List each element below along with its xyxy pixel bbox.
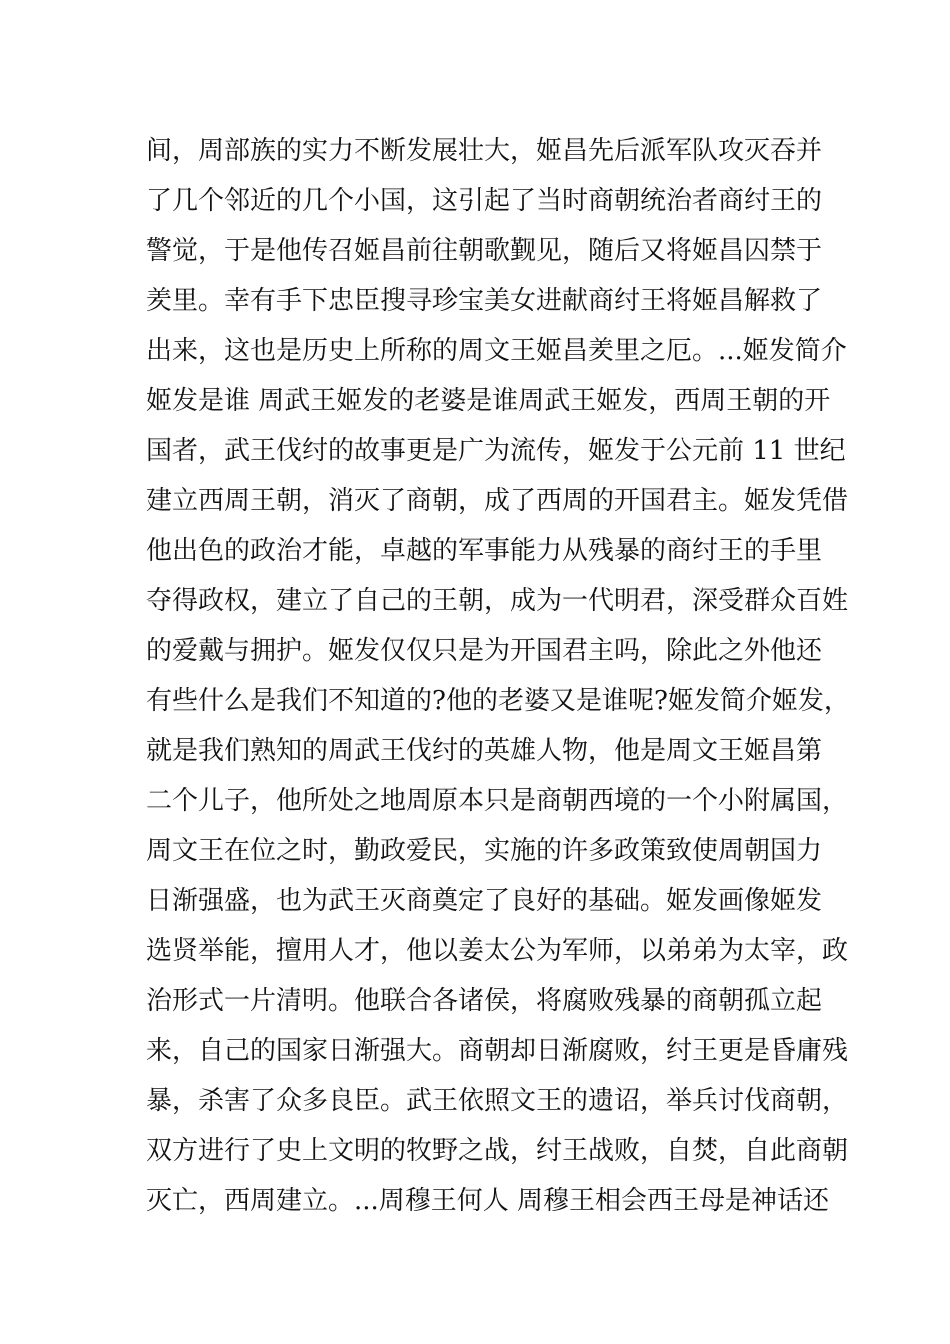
- text-line: 建立西周王朝，消灭了商朝，成了西周的开国君主。姬发凭借: [146, 486, 849, 516]
- text-line: 他出色的政治才能，卓越的军事能力从残暴的商纣王的手里: [146, 536, 823, 566]
- text-line: 暴，杀害了众多良臣。武王依照文王的遗诏，举兵讨伐商朝，: [146, 1086, 849, 1116]
- text-line: 国者，武王伐纣的故事更是广为流传，姬发于公元前 11 世纪: [146, 436, 846, 466]
- text-line: 就是我们熟知的周武王伐纣的英雄人物，他是周文王姬昌第: [146, 736, 823, 766]
- body-text: [146, 126, 850, 1226]
- text-line: 警觉，于是他传召姬昌前往朝歌觐见，随后又将姬昌囚禁于: [146, 236, 823, 266]
- text-line: 出来，这也是历史上所称的周文王姬昌羑里之厄。...姬发简介: [146, 336, 847, 366]
- text-line: 周文王在位之时，勤政爱民，实施的许多政策致使周朝国力: [146, 836, 823, 866]
- text-line: 了几个邻近的几个小国，这引起了当时商朝统治者商纣王的: [146, 186, 823, 216]
- text-line: 日渐强盛，也为武王灭商奠定了良好的基础。姬发画像姬发: [146, 886, 823, 916]
- text-line: 夺得政权，建立了自己的王朝，成为一代明君，深受群众百姓: [146, 586, 849, 616]
- text-line: 来，自己的国家日渐强大。商朝却日渐腐败，纣王更是昏庸残: [146, 1036, 849, 1066]
- text-line: 姬发是谁 周武王姬发的老婆是谁周武王姬发，西周王朝的开: [146, 386, 831, 416]
- text-line: 间，周部族的实力不断发展壮大，姬昌先后派军队攻灭吞并: [146, 136, 823, 166]
- text-line: 的爱戴与拥护。姬发仅仅只是为开国君主吗，除此之外他还: [146, 636, 823, 666]
- text-line: 灭亡，西周建立。...周穆王何人 周穆王相会西王母是神话还: [146, 1186, 830, 1216]
- text-line: 有些什么是我们不知道的?他的老婆又是谁呢?姬发简介姬发，: [146, 686, 850, 716]
- text-line: 双方进行了史上文明的牧野之战，纣王战败，自焚，自此商朝: [146, 1136, 849, 1166]
- text-line: 治形式一片清明。他联合各诸侯，将腐败残暴的商朝孤立起: [146, 986, 823, 1016]
- text-line: 二个儿子，他所处之地周原本只是商朝西境的一个小附属国，: [146, 786, 849, 816]
- text-line: 羑里。幸有手下忠臣搜寻珍宝美女进献商纣王将姬昌解救了: [146, 286, 823, 316]
- text-line: 选贤举能，擅用人才，他以姜太公为军师，以弟弟为太宰，政: [146, 936, 849, 966]
